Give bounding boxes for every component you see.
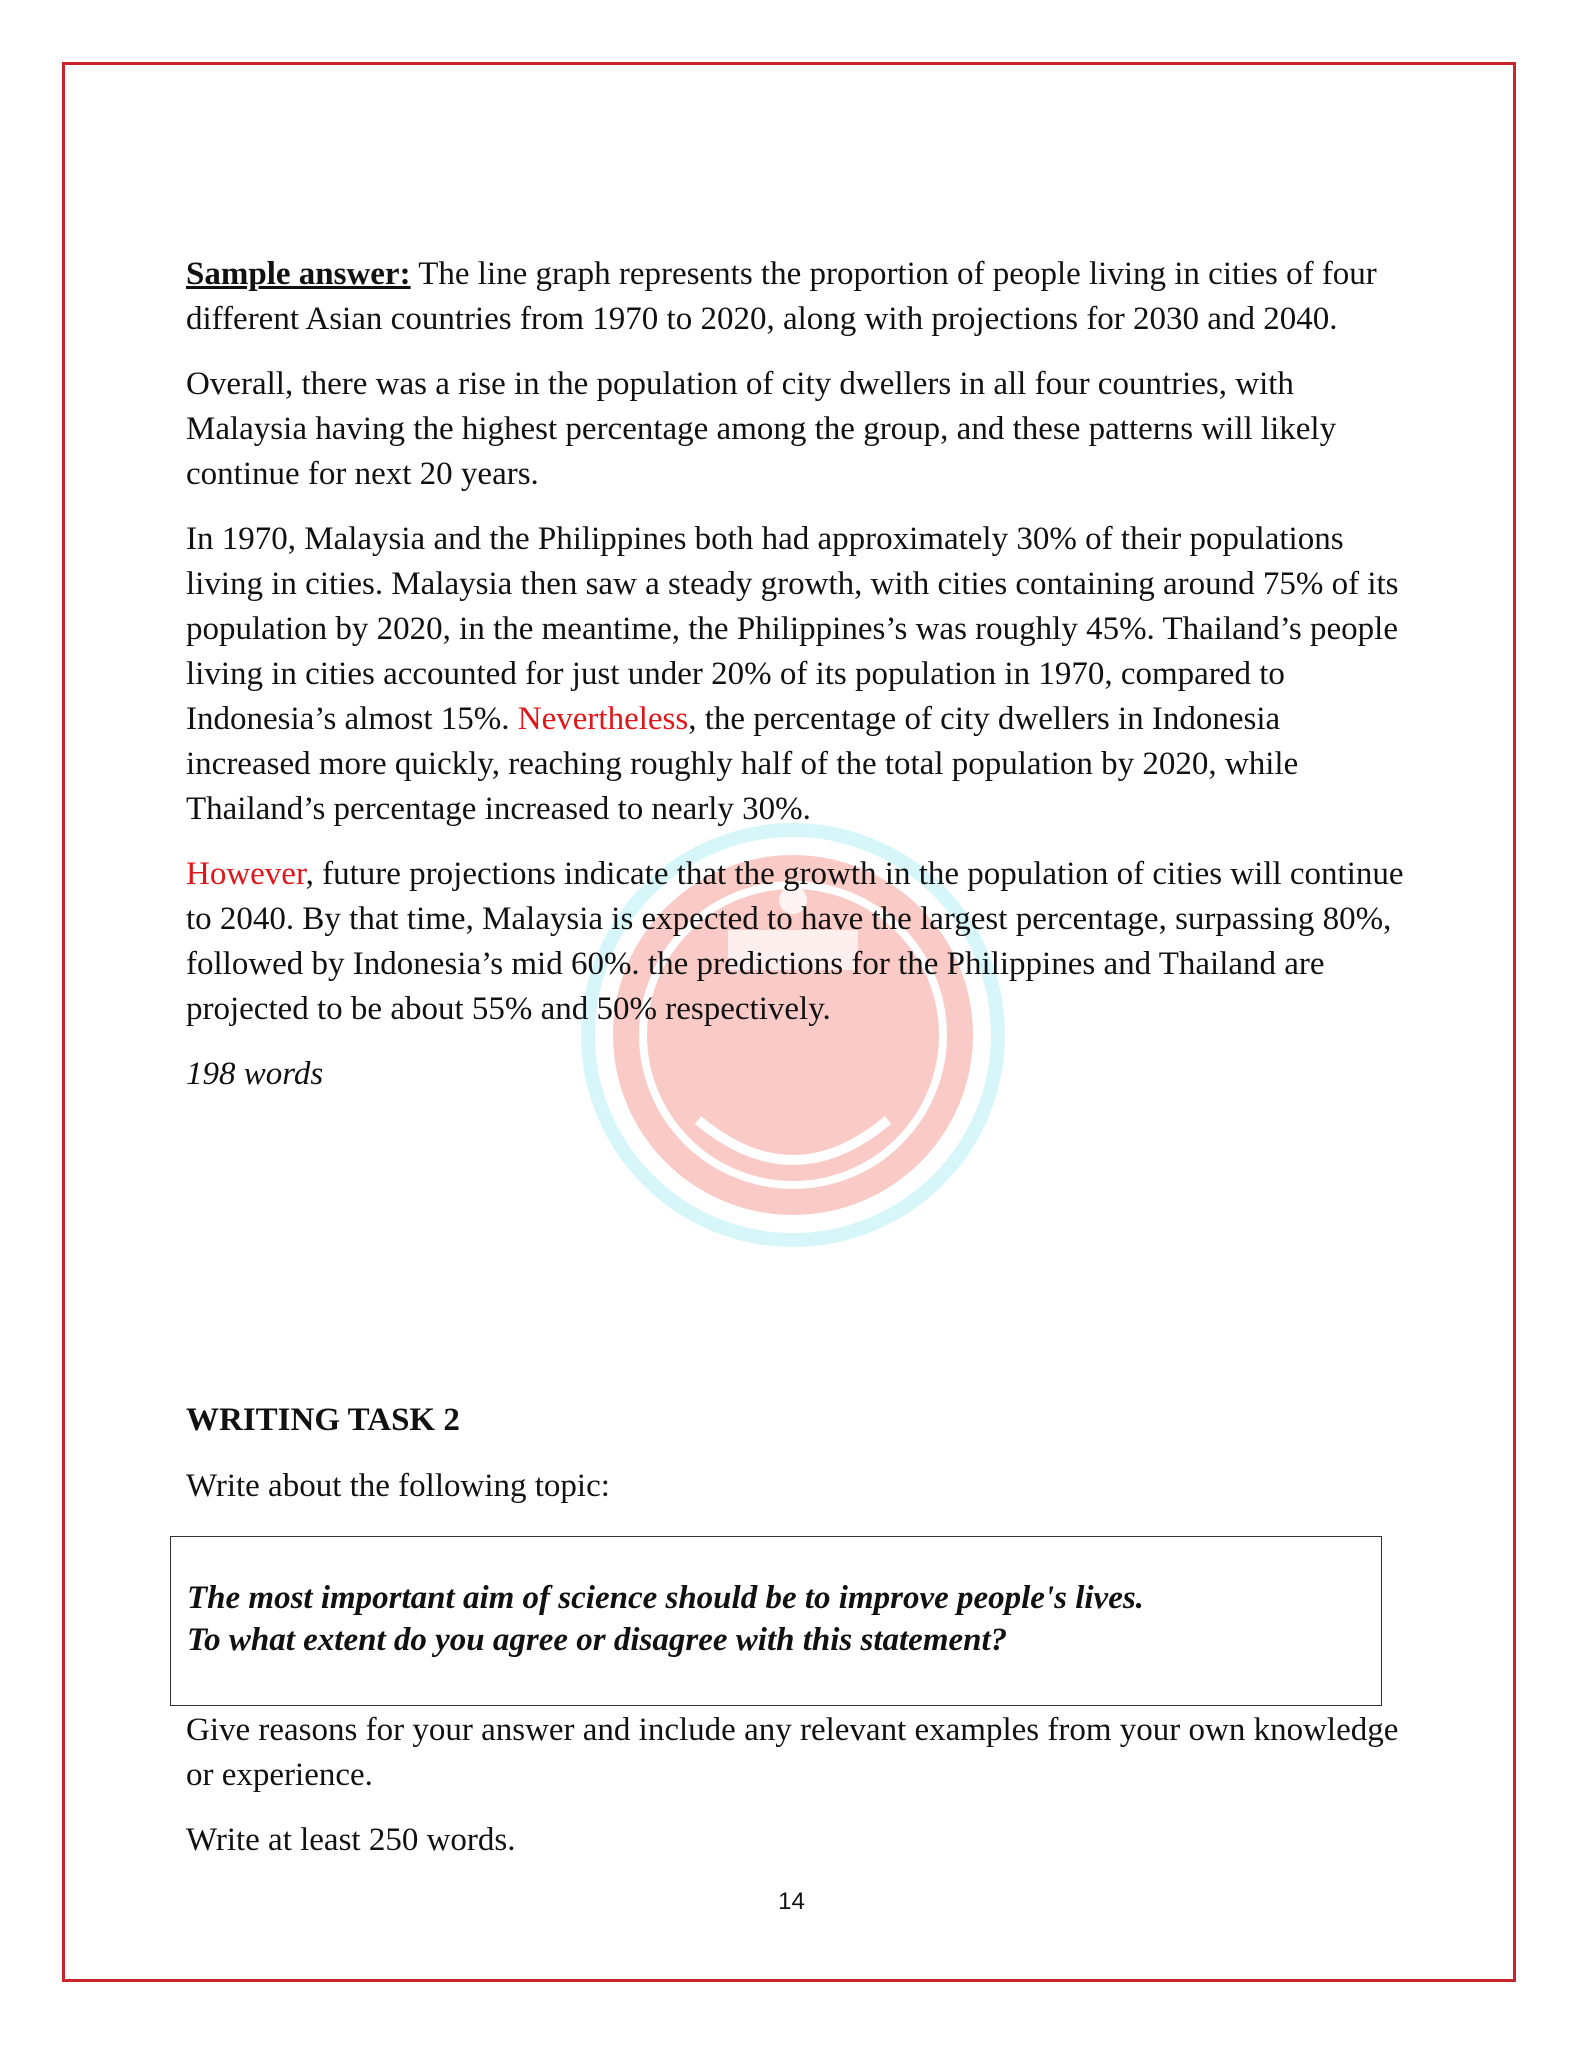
linking-word: However bbox=[186, 856, 306, 892]
reasons-instruction: Give reasons for your answer and include any relevant examples from your own knowledge or experience. bbox=[186, 1712, 1399, 1793]
task-instruction: Write about the following topic: bbox=[186, 1468, 610, 1504]
word-count: 198 words bbox=[186, 1056, 324, 1092]
task-requirements bbox=[186, 1708, 1406, 1883]
word-minimum: Write at least 250 words. bbox=[186, 1822, 516, 1858]
prompt-statement: The most important aim of science should be to improve people's lives. bbox=[187, 1580, 1144, 1616]
linking-word: Nevertheless bbox=[517, 701, 689, 737]
prompt-question: To what extent do you agree or disagree with this statement? bbox=[187, 1622, 1008, 1658]
essay-prompt-box bbox=[170, 1536, 1382, 1706]
task-heading: WRITING TASK 2 bbox=[186, 1402, 460, 1438]
sample-answer bbox=[186, 252, 1406, 1117]
paragraph-intro: Sample answer: The line graph represents the proportion of people living in cities of four different Asian countries from 1970 to 2020, along with projections for 2030 and 2040. bbox=[186, 256, 1377, 337]
sample-answer-label: Sample answer: bbox=[186, 256, 411, 292]
paragraph-details-1970-2020: In 1970, Malaysia and the Philippines both had approximately 30% of their populations living in cities. Malaysia then saw a steady growth, with cities containing around 75% of its population by 2020, in the meantime, the Philippines’s was roughly 45%. Thailand’s people living in cities accounted for just under 20% of its population in 1970, compared to Indonesia’s almost 15%. Nevertheless, the percentage of city dwellers in Indonesia increased more quickly, reaching roughly half of the total population by 2020, while Thailand’s percentage increased to nearly 30%. bbox=[186, 521, 1399, 827]
paragraph-overview: Overall, there was a rise in the population of city dwellers in all four countries, with Malaysia having the highest percentage among the group, and these patterns will likely continue for next 20 years. bbox=[186, 366, 1337, 492]
page-number: 14 bbox=[778, 1888, 805, 1915]
paragraph-projections: However, future projections indicate that the growth in the population of cities will continue to 2040. By that time, Malaysia is expected to have the largest percentage, surpassing 80%, followed by Indonesia’s mid 60%. the predictions for the Philippines and Thailand are projected to be about 55% and 50% respectively. bbox=[186, 856, 1404, 1027]
